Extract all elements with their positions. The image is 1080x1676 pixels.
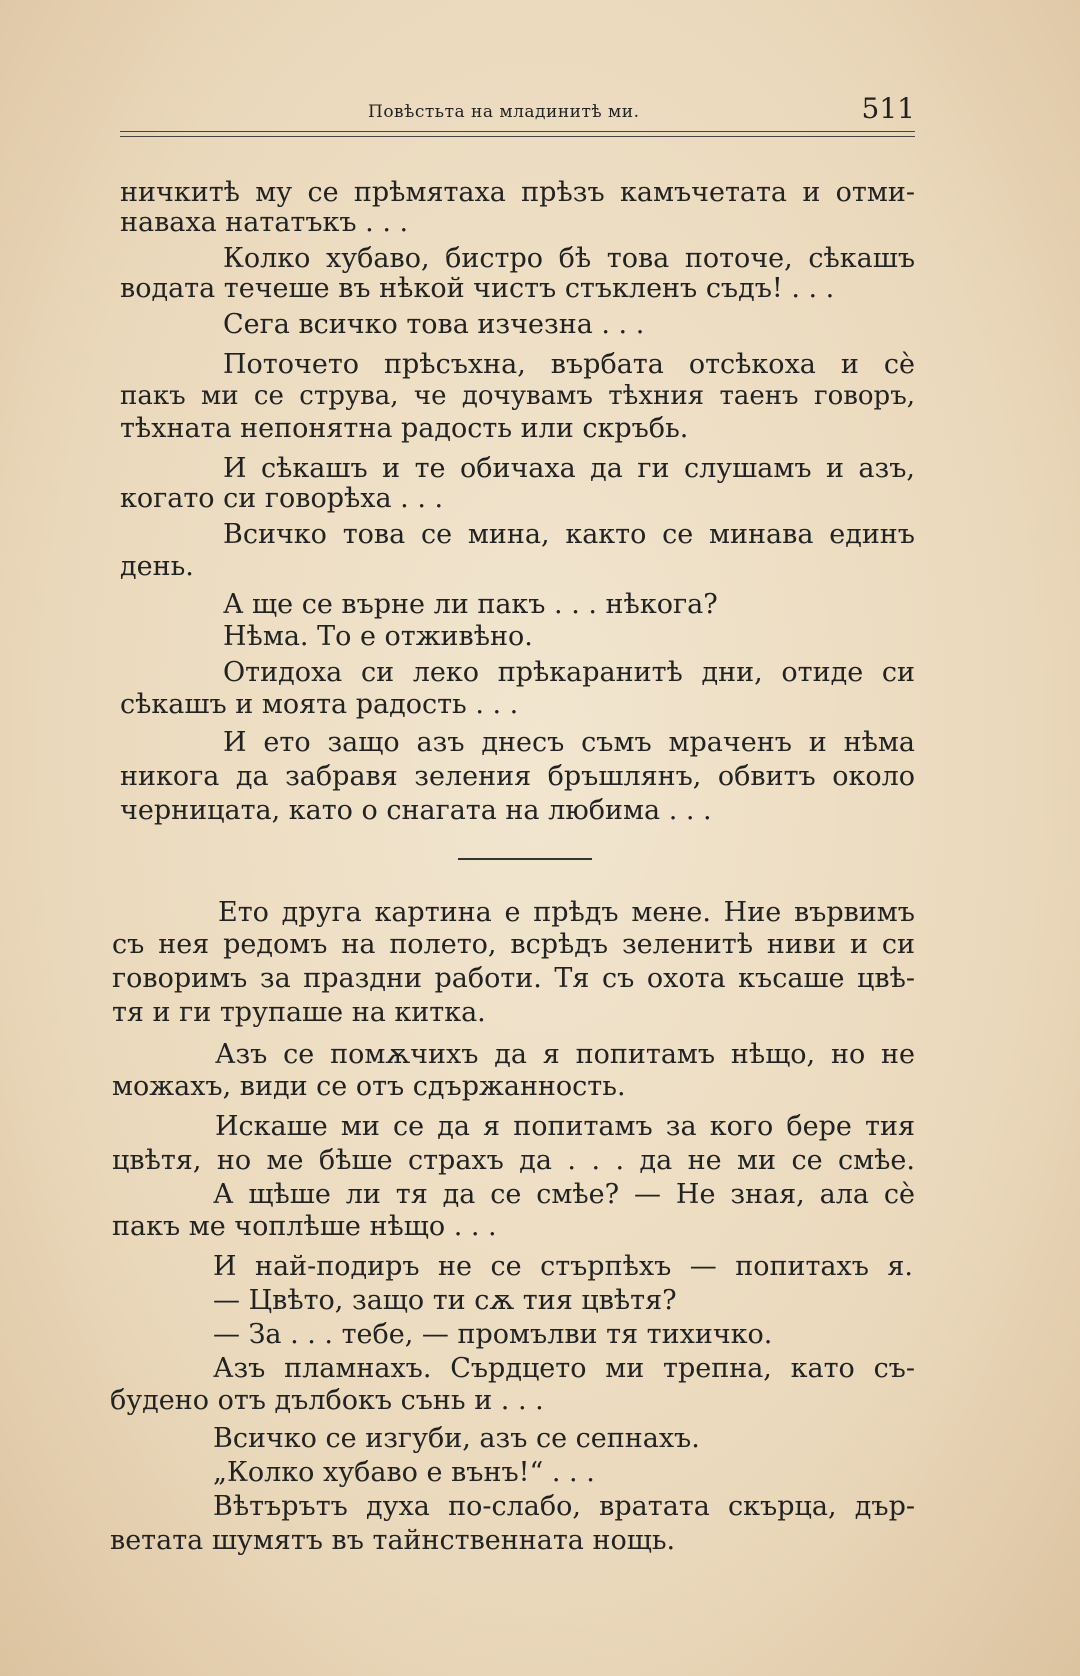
text-line: будено отъ дълбокъ сънь и . . .	[110, 1385, 544, 1416]
text-line: И сѣкашъ и те обичаха да ги слушамъ и азъ,	[223, 453, 915, 484]
text-line: Ето друга картина е прѣдъ мене. Ние вървимъ	[218, 897, 915, 928]
page-number: 511	[861, 92, 915, 125]
text-line: — За . . . тебе, — промълви тя тихичко.	[213, 1319, 773, 1350]
text-line: водата течеше въ нѣкой чистъ стъкленъ съдъ! . . .	[120, 273, 835, 304]
text-line: ничкитѣ му се прѣмятаха прѣзъ камъчетата и отми-	[120, 177, 915, 208]
text-line: А щѣше ли тя да се смѣе? — Не зная, ала сè	[213, 1179, 915, 1210]
text-line: Всичко това се мина, както се минава единъ	[223, 519, 915, 550]
text-line: ветата шумятъ въ тайнственната нощь.	[110, 1525, 676, 1556]
header-rule	[120, 131, 915, 137]
text-line: день.	[120, 551, 194, 582]
text-line: А ще се върне ли пакъ . . . нѣкога?	[223, 589, 718, 620]
text-line: когато си говорѣха . . .	[120, 483, 444, 514]
text-line: тѣхната непонятна радость или скръбь.	[120, 413, 689, 444]
text-line: наваха нататъкъ . . .	[120, 207, 409, 238]
text-line: Сега всичко това изчезна . . .	[223, 309, 645, 340]
text-line: Поточето прѣсъхна, върбата отсѣкоха и сè	[223, 349, 915, 380]
text-line: Нѣма. То е отживѣно.	[223, 621, 533, 652]
text-line: Искаше ми се да я попитамъ за кого бере тия	[215, 1111, 915, 1142]
text-line: „Колко хубаво е вънъ!“ . . .	[213, 1457, 595, 1488]
text-line: Колко хубаво, бистро бѣ това поточе, сѣкашъ	[223, 243, 915, 274]
text-line: пакъ ми се струва, че дочувамъ тѣхния таенъ говоръ,	[120, 381, 915, 411]
text-line: И ето защо азъ днесъ съмъ мраченъ и нѣма	[223, 727, 915, 758]
text-line: сѣкашъ и моята радость . . .	[120, 689, 519, 720]
text-line: можахъ, види се отъ сдържанность.	[112, 1071, 626, 1102]
text-line: пакъ ме чоплѣше нѣщо . . .	[112, 1211, 497, 1242]
text-line: — Цвѣто, защо ти сѫ тия цвѣтя?	[213, 1285, 677, 1316]
running-title: Повѣстьта на младинитѣ ми.	[368, 102, 640, 122]
text-line: никога да забравя зеления бръшлянъ, обвитъ около	[120, 761, 915, 792]
text-line: съ нея редомъ на полето, всрѣдъ зеленитѣ ниви и си	[112, 929, 915, 960]
text-line: цвѣтя, но ме бѣше страхъ да . . . да не ми се смѣе.	[112, 1145, 915, 1176]
text-line: Отидоха си леко прѣкаранитѣ дни, отиде си	[223, 657, 915, 688]
text-line: Вѣтърътъ духа по-слабо, вратата скърца, дър-	[213, 1491, 915, 1522]
text-line: Азъ се помѫчихъ да я попитамъ нѣщо, но не	[215, 1039, 915, 1070]
text-line: Азъ пламнахъ. Сърдцето ми трепна, като съ-	[213, 1353, 915, 1384]
text-line: тя и ги трупаше на китка.	[112, 997, 486, 1028]
text-line: Всичко се изгуби, азъ се сепнахъ.	[213, 1423, 700, 1454]
text-line: черницата, като о снагата на любима . . .	[120, 795, 712, 826]
text-line: говоримъ за праздни работи. Тя съ охота късаше цвѣ-	[112, 963, 915, 994]
section-separator	[458, 858, 592, 860]
text-line: И най-подиръ не се стърпѣхъ — попитахъ я.	[213, 1251, 913, 1282]
